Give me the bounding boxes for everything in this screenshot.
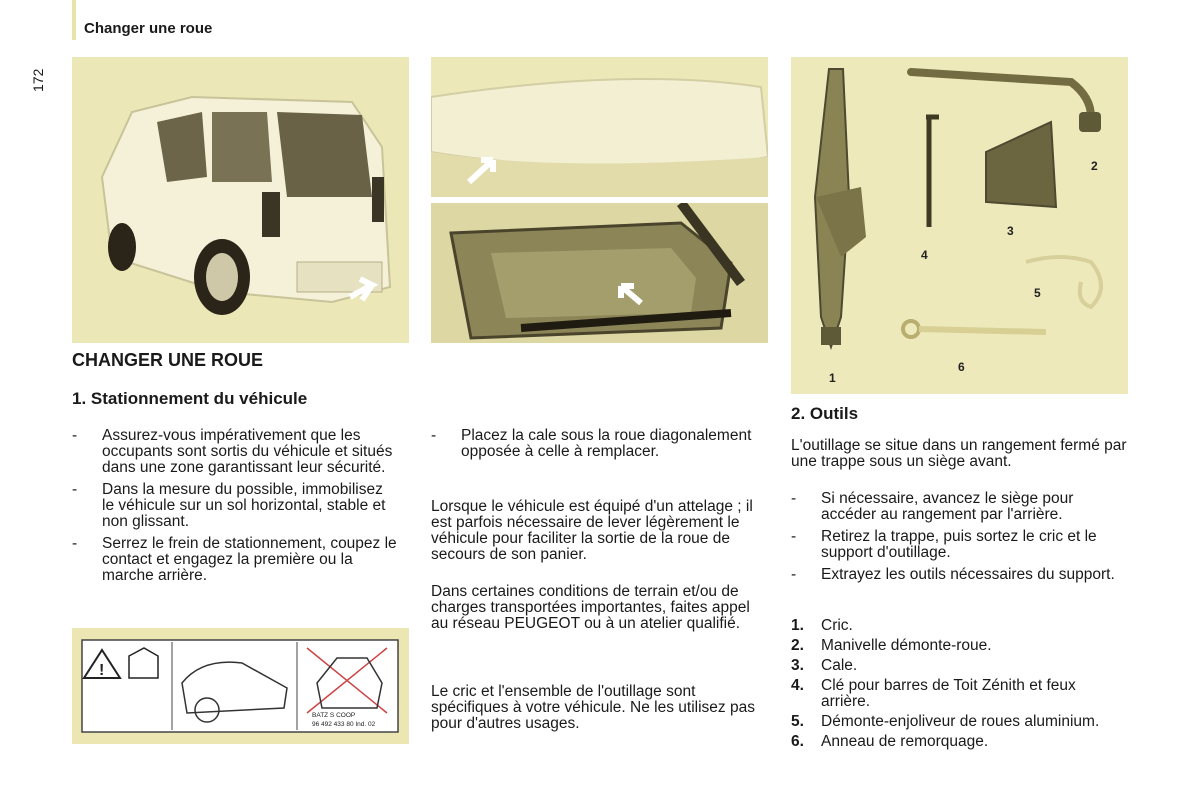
- tool-item-key: 4. Clé pour barres de Toit Zénith et feux arrière.: [791, 677, 1076, 710]
- list-item: - Retirez la trappe, puis sortez le cric et le support d'outillage.: [791, 529, 1128, 561]
- car-rear-illustration: [72, 57, 409, 343]
- list-item: - Dans la mesure du possible, immobilisez le véhicule sur un sol horizontal, stable et non glissant.: [72, 482, 397, 530]
- towbar-paragraph: Lorsque le véhicule est équipé d'un attelage ; il est parfois nécessaire de lever légèrement le véhicule pour faciliter la sortie de la roue de secours de son panier.: [431, 498, 753, 563]
- tools-intro: L'outillage se situe dans un rangement fermé par une trappe sous un siège avant.: [791, 437, 1127, 470]
- main-heading: CHANGER UNE ROUE: [72, 350, 264, 370]
- storage-compartment-illustration: [431, 203, 768, 343]
- label-ref: 96 492 433 80 Ind. 02: [312, 721, 376, 728]
- dealer-paragraph: Dans certaines conditions de terrain et/ou de charges transportées importantes, faites appel au réseau PEUGEOT ou à un atelier qualifié.: [431, 583, 750, 632]
- callout-5: 5: [1034, 286, 1041, 300]
- list-item: - Si nécessaire, avancez le siège pour accéder au rangement par l'arrière.: [791, 491, 1128, 523]
- callout-3: 3: [1007, 224, 1014, 238]
- warning-label-image: [72, 628, 409, 744]
- list-item: - Extrayez les outils nécessaires du support.: [791, 567, 1128, 583]
- parking-list: [72, 428, 397, 590]
- svg-text:!: !: [99, 662, 105, 679]
- parking-title: 1. Stationnement du véhicule: [72, 389, 308, 408]
- callout-6: 6: [958, 360, 965, 374]
- callout-2: 2: [1091, 159, 1098, 173]
- tool-item-jack: 1. Cric.: [791, 617, 853, 634]
- tool-item-wedge: 3. Cale.: [791, 657, 858, 674]
- tool-item-towing-eye: 6. Anneau de remorquage.: [791, 733, 989, 750]
- tools-steps-list: [791, 491, 1128, 589]
- tool-item-crank: 2. Manivelle démonte-roue.: [791, 637, 992, 654]
- tools-numbered-list: [791, 618, 1128, 754]
- seat-illustration: [431, 57, 768, 197]
- list-item: - Placez la cale sous la roue diagonalement opposée à celle à remplacer.: [431, 428, 761, 460]
- header-accent-bar: [72, 0, 76, 40]
- label-brand: BATZ S COOP: [312, 712, 356, 719]
- wedge-list: [431, 428, 761, 466]
- tools-illustration: [791, 57, 1128, 394]
- list-item: - Assurez-vous impérativement que les occupants sont sortis du véhicule et situés dans une zone garantissant leur sécurité.: [72, 428, 397, 476]
- tool-item-hubcap-remover: 5. Démonte-enjoliveur de roues aluminium.: [791, 713, 1100, 730]
- list-item: - Serrez le frein de stationnement, coupez le contact et engagez la première ou la marche arrière.: [72, 536, 397, 584]
- page-number: 172: [30, 68, 46, 92]
- callout-1: 1: [829, 371, 836, 385]
- tools-specific-paragraph: Le cric et l'ensemble de l'outillage sont spécifiques à votre véhicule. Ne les utilisez pas pour d'autres usages.: [431, 683, 755, 732]
- section-title: Changer une roue: [84, 20, 213, 37]
- callout-4: 4: [921, 248, 928, 262]
- tools-title: 2. Outils: [791, 404, 859, 423]
